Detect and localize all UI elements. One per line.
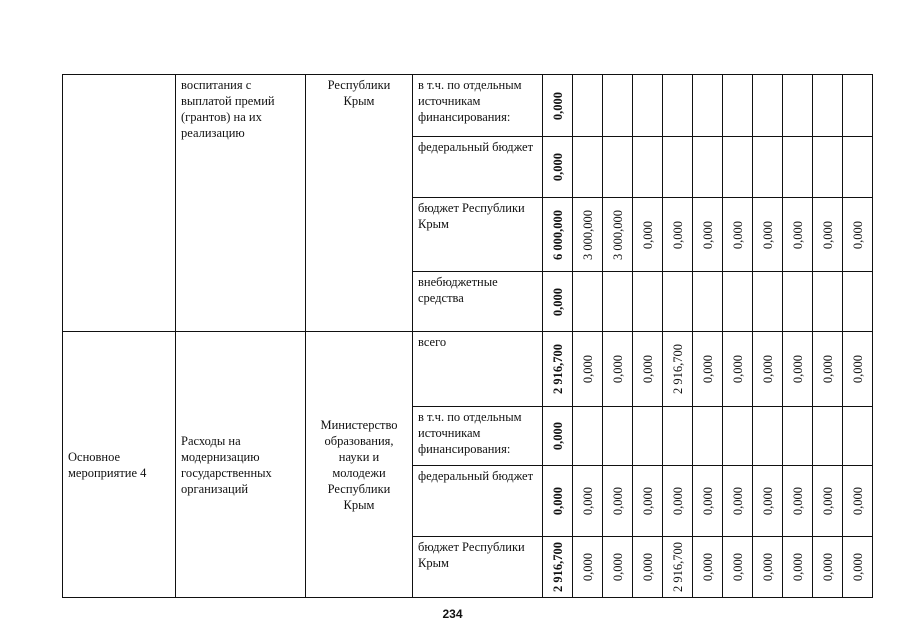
year-cell-value: 0,000 — [730, 552, 745, 582]
total-cell — [543, 466, 573, 537]
funding-source — [413, 332, 543, 407]
year-cell-value: 0,000 — [580, 552, 595, 582]
year-cell — [723, 407, 753, 466]
year-cell-value: 0,000 — [670, 220, 685, 249]
year-cell-value: 0,000 — [790, 486, 805, 516]
year-cell-value: 0,000 — [790, 552, 805, 582]
year-cell-value: 0,000 — [730, 486, 745, 516]
block1-title — [63, 75, 176, 332]
funding-source — [413, 272, 543, 332]
year-cell-value: 0,000 — [700, 552, 715, 582]
year-cell-value: 0,000 — [760, 486, 775, 516]
total-cell — [543, 272, 573, 332]
year-cell — [693, 198, 723, 272]
funding-source-text: внебюджетные средства — [418, 275, 498, 305]
year-cell — [813, 75, 843, 137]
year-cell — [693, 407, 723, 466]
total-cell — [543, 537, 573, 598]
year-cell — [693, 137, 723, 198]
year-cell — [843, 272, 873, 332]
year-cell — [723, 137, 753, 198]
year-cell-value: 0,000 — [670, 486, 685, 516]
year-cell — [663, 332, 693, 407]
year-cell — [813, 272, 843, 332]
year-cell — [573, 198, 603, 272]
year-cell-value: 0,000 — [730, 220, 745, 249]
year-cell — [813, 137, 843, 198]
year-cell-value: 0,000 — [610, 552, 625, 582]
year-cell — [633, 332, 663, 407]
year-cell — [603, 537, 633, 598]
year-cell — [573, 272, 603, 332]
year-cell-value: 2 916,700 — [670, 344, 685, 394]
year-cell — [843, 407, 873, 466]
year-cell-value: 0,000 — [820, 552, 835, 582]
block1-executor-text: Республики Крым — [327, 78, 391, 108]
year-cell — [813, 332, 843, 407]
funding-source-text: всего — [418, 335, 447, 349]
year-cell — [753, 537, 783, 598]
year-cell — [753, 75, 783, 137]
year-cell-value: 3 000,000 — [610, 209, 625, 260]
year-cell — [783, 332, 813, 407]
year-cell — [633, 537, 663, 598]
total-cell-value: 0,000 — [550, 287, 565, 316]
year-cell — [723, 332, 753, 407]
year-cell-value: 0,000 — [850, 486, 865, 516]
year-cell — [753, 137, 783, 198]
funding-source-text: федеральный бюджет — [418, 469, 534, 483]
year-cell-value: 0,000 — [760, 354, 775, 384]
total-cell-value: 2 916,700 — [550, 542, 565, 592]
year-cell — [633, 466, 663, 537]
year-cell — [813, 537, 843, 598]
year-cell-value: 0,000 — [850, 220, 865, 249]
year-cell-value: 0,000 — [580, 354, 595, 384]
page-number: 234 — [442, 607, 463, 621]
year-cell — [573, 466, 603, 537]
year-cell — [783, 198, 813, 272]
total-cell — [543, 407, 573, 466]
block2-title — [63, 332, 176, 598]
year-cell — [663, 272, 693, 332]
year-cell — [753, 332, 783, 407]
year-cell-value: 0,000 — [640, 486, 655, 516]
year-cell — [753, 198, 783, 272]
year-cell — [573, 75, 603, 137]
block2-executor-text: Министерство образования, науки и молодежи Республики Крым — [320, 417, 398, 512]
year-cell — [723, 272, 753, 332]
year-cell — [663, 466, 693, 537]
year-cell — [693, 332, 723, 407]
year-cell — [843, 466, 873, 537]
year-cell — [813, 466, 843, 537]
table-row — [63, 332, 873, 407]
total-cell-value: 0,000 — [550, 486, 565, 516]
year-cell-value: 0,000 — [820, 486, 835, 516]
year-cell — [633, 198, 663, 272]
year-cell — [603, 407, 633, 466]
year-cell-value: 3 000,000 — [580, 209, 595, 260]
total-cell — [543, 332, 573, 407]
year-cell — [843, 137, 873, 198]
year-cell — [783, 466, 813, 537]
total-cell-value: 2 916,700 — [550, 344, 565, 394]
funding-source — [413, 537, 543, 598]
block2-title-text: Основное мероприятие 4 — [68, 449, 147, 480]
year-cell-value: 0,000 — [640, 354, 655, 384]
funding-source — [413, 137, 543, 198]
year-cell-value: 0,000 — [700, 486, 715, 516]
funding-source — [413, 198, 543, 272]
year-cell — [663, 537, 693, 598]
year-cell-value: 0,000 — [700, 220, 715, 249]
funding-source-text: бюджет Республики Крым — [418, 540, 525, 570]
year-cell — [843, 332, 873, 407]
year-cell — [843, 198, 873, 272]
year-cell — [603, 137, 633, 198]
year-cell-value: 0,000 — [820, 220, 835, 249]
year-cell-value: 0,000 — [640, 552, 655, 582]
total-cell — [543, 137, 573, 198]
year-cell — [813, 198, 843, 272]
year-cell — [693, 466, 723, 537]
year-cell — [633, 75, 663, 137]
year-cell-value: 0,000 — [610, 486, 625, 516]
total-cell-value: 0,000 — [550, 421, 565, 451]
year-cell — [723, 75, 753, 137]
funding-source-text: бюджет Республики Крым — [418, 201, 525, 231]
total-cell-value: 0,000 — [550, 152, 565, 182]
total-cell — [543, 75, 573, 137]
year-cell — [783, 137, 813, 198]
year-cell — [723, 466, 753, 537]
year-cell — [573, 407, 603, 466]
year-cell-value: 0,000 — [850, 354, 865, 384]
year-cell-value: 2 916,700 — [670, 542, 685, 592]
total-cell-value: 0,000 — [550, 91, 565, 120]
year-cell — [783, 272, 813, 332]
year-cell — [573, 332, 603, 407]
year-cell — [633, 137, 663, 198]
year-cell — [753, 407, 783, 466]
funding-source — [413, 407, 543, 466]
year-cell — [693, 75, 723, 137]
funding-source — [413, 466, 543, 537]
year-cell — [633, 272, 663, 332]
block2-event-text: Расходы на модернизацию государственных организаций — [181, 433, 272, 496]
year-cell-value: 0,000 — [640, 220, 655, 249]
year-cell — [753, 466, 783, 537]
funding-source-text: в т.ч. по отдельным источникам финансирования: — [418, 410, 522, 456]
year-cell — [813, 407, 843, 466]
total-cell-value: 6 000,000 — [550, 209, 565, 260]
year-cell-value: 0,000 — [790, 354, 805, 384]
year-cell — [663, 198, 693, 272]
year-cell — [753, 272, 783, 332]
year-cell-value: 0,000 — [850, 552, 865, 582]
block1-event — [176, 75, 306, 332]
year-cell-value: 0,000 — [790, 220, 805, 249]
year-cell-value: 0,000 — [610, 354, 625, 384]
year-cell — [693, 272, 723, 332]
year-cell-value: 0,000 — [760, 220, 775, 249]
year-cell-value: 0,000 — [580, 486, 595, 516]
year-cell — [663, 75, 693, 137]
table-row — [63, 75, 873, 137]
year-cell — [693, 537, 723, 598]
year-cell-value: 0,000 — [700, 354, 715, 384]
year-cell-value: 0,000 — [760, 552, 775, 582]
total-cell — [543, 198, 573, 272]
block2-executor — [306, 332, 413, 598]
year-cell — [723, 198, 753, 272]
funding-source-text: федеральный бюджет — [418, 140, 534, 154]
block1-executor — [306, 75, 413, 332]
year-cell — [633, 407, 663, 466]
year-cell — [663, 407, 693, 466]
year-cell — [783, 75, 813, 137]
year-cell — [573, 537, 603, 598]
year-cell — [723, 537, 753, 598]
year-cell — [573, 137, 603, 198]
block2-event — [176, 332, 306, 598]
block1-event-text: воспитания с выплатой премий (грантов) на их реализацию — [181, 78, 275, 140]
year-cell — [783, 407, 813, 466]
year-cell — [603, 332, 633, 407]
financing-table — [62, 74, 873, 598]
year-cell — [843, 537, 873, 598]
funding-source — [413, 75, 543, 137]
year-cell-value: 0,000 — [730, 354, 745, 384]
year-cell-value: 0,000 — [820, 354, 835, 384]
year-cell — [663, 137, 693, 198]
year-cell — [603, 198, 633, 272]
funding-source-text: в т.ч. по отдельным источникам финансирования: — [418, 78, 522, 124]
year-cell — [843, 75, 873, 137]
year-cell — [783, 537, 813, 598]
year-cell — [603, 272, 633, 332]
year-cell — [603, 466, 633, 537]
year-cell — [603, 75, 633, 137]
